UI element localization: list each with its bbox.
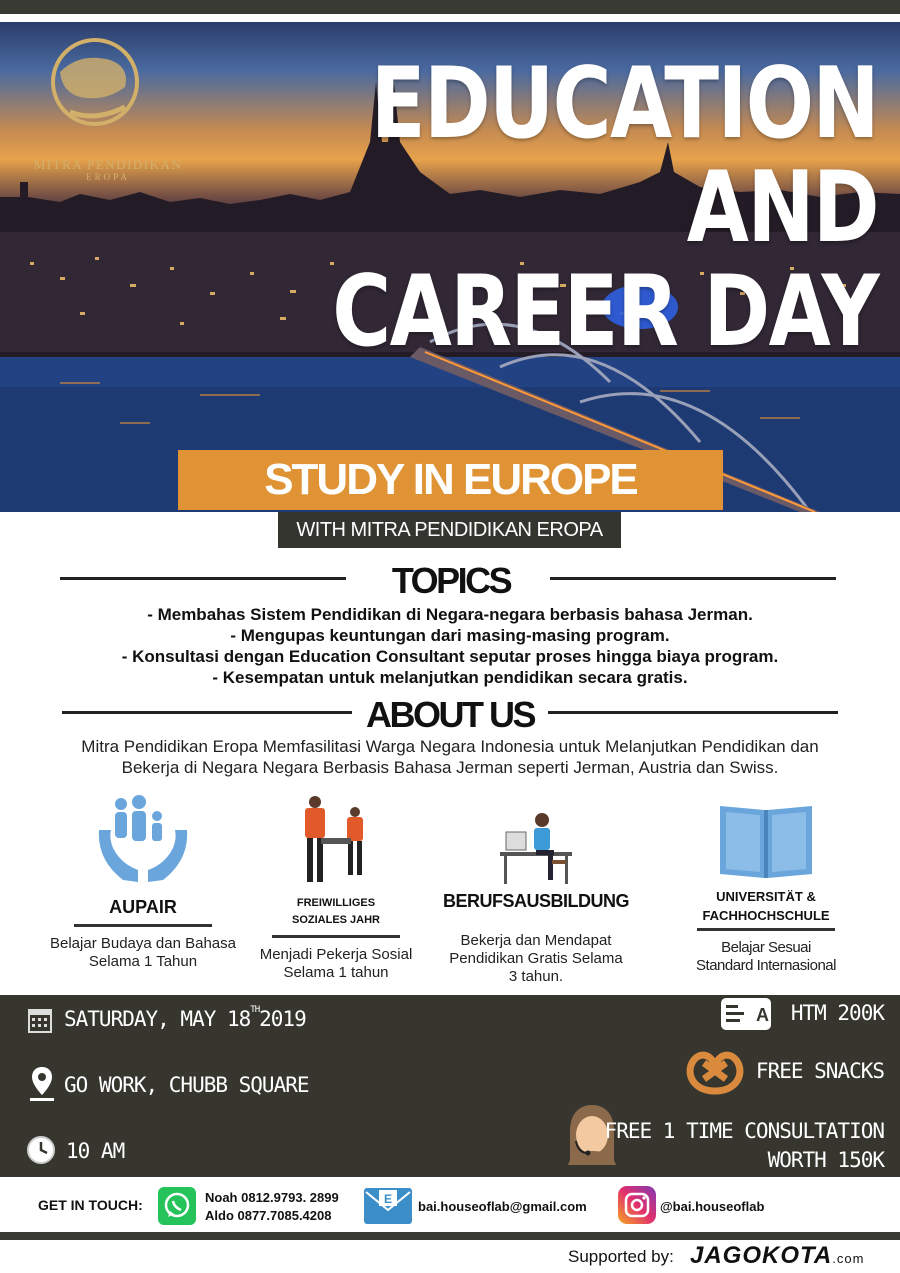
open-book-icon [716,800,816,882]
phone-number[interactable]: Aldo 0877.7085.4208 [205,1208,332,1223]
program-desc: Menjadi Pekerja Sosial [259,946,413,963]
phone-number[interactable]: Noah 0812.9793. 2899 [205,1190,339,1205]
email-address[interactable]: bai.houseoflab@gmail.com [418,1199,587,1214]
program-title: UNIVERSITÄT & [716,889,816,904]
phone-contacts [205,1189,339,1225]
get-in-touch-label: GET IN TOUCH: [38,1197,143,1213]
topic-item: - Membahas Sistem Pendidikan di Negara-negara berbasis bahasa Jerman. [147,605,753,624]
program-desc: Selama 1 tahun [283,964,389,981]
bottom-strip [0,1232,900,1240]
event-location: GO WORK, CHUBB SQUARE [64,1073,309,1097]
program-desc: Selama 1 Tahun [88,953,198,970]
program-title: SOZIALES JAHR [291,914,380,926]
event-title-line2: CAREER DAY [332,255,878,369]
workers-icon [291,794,381,890]
topics-rule-left [60,577,346,580]
instagram-handle[interactable]: @bai.houseoflab [660,1199,765,1214]
about-line: Mitra Pendidikan Eropa Memfasilitasi Warga Negara Indonesia untuk Melanjutkan Pendidikan dan [81,737,819,756]
program-aupair [40,790,246,971]
about-rule-left [62,711,352,714]
instagram-icon[interactable] [618,1186,656,1224]
mitra-pendidikan-logo-icon [0,22,190,152]
email-icon[interactable] [364,1188,412,1224]
topics-rule-right [550,577,836,580]
about-rule-right [548,711,838,714]
study-in-europe-banner: STUDY IN EUROPE [178,450,723,510]
svg-text:A: A [756,1005,769,1025]
location-pin-icon [30,1065,54,1101]
topic-item: - Konsultasi dengan Education Consultant seputar proses hingga biaya program. [121,647,779,666]
topics-list [40,604,860,688]
event-snacks: FREE SNACKS [755,1059,884,1083]
program-desc: Bekerja dan Mendapat [460,932,612,949]
program-title: AUPAIR [109,897,177,917]
event-htm: HTM 200K [790,1001,884,1025]
about-heading: ABOUT US [366,694,534,735]
family-hands-icon [93,790,193,890]
calendar-icon [28,1007,52,1033]
logo-subtitle: EROPA [86,172,130,182]
pretzel-icon [682,1043,748,1097]
whatsapp-icon[interactable] [158,1187,196,1225]
program-title: FACHHOCHSCHULE [702,908,830,923]
program-freiwilliges [252,794,420,982]
supported-by-label: Supported by: [568,1247,674,1266]
program-desc: Pendidikan Gratis Selama [449,950,623,967]
about-line: Bekerja di Negara Negara Berbasis Bahasa Jerman seperti Jerman, Austria dan Swiss. [121,758,779,777]
event-date: SATURDAY, MAY 18TH2019 [64,1005,306,1031]
program-desc: Standard Internasional [696,957,836,974]
clock-icon [26,1135,56,1165]
logo-name: MITRA PENDIDIKAN [33,157,183,172]
program-desc: 3 tahun. [508,968,564,985]
jagokota-logo: JAGOKOTA.com [690,1242,865,1269]
event-info-panel [0,995,900,1177]
ticket-icon [720,997,772,1031]
program-title: BERUFSAUSBILDUNG [442,891,629,911]
program-title: FREIWILLIGES [296,897,376,909]
about-description [40,736,860,778]
program-universitat [680,800,852,975]
topic-item: - Kesempatan untuk melanjutkan pendidikan secara gratis. [212,668,688,687]
program-berufsausbildung [430,808,642,986]
topics-heading: TOPICS [391,560,511,601]
program-desc: Belajar Sesuai [721,939,811,956]
desk-worker-icon [496,808,576,886]
with-mitra-banner: WITH MITRA PENDIDIKAN EROPA [278,512,621,548]
svg-text:E: E [384,1192,393,1206]
event-consultation: FREE 1 TIME CONSULTATION WORTH 150K [604,1119,884,1172]
event-title [304,47,878,369]
event-title-line1: EDUCATION AND [370,47,878,265]
event-time: 10 AM [66,1139,125,1163]
program-desc: Belajar Budaya dan Bahasa [50,935,236,952]
topic-item: - Mengupas keuntungan dari masing-masing program. [230,626,670,645]
hero-city-image [0,22,900,512]
top-strip [0,0,900,22]
